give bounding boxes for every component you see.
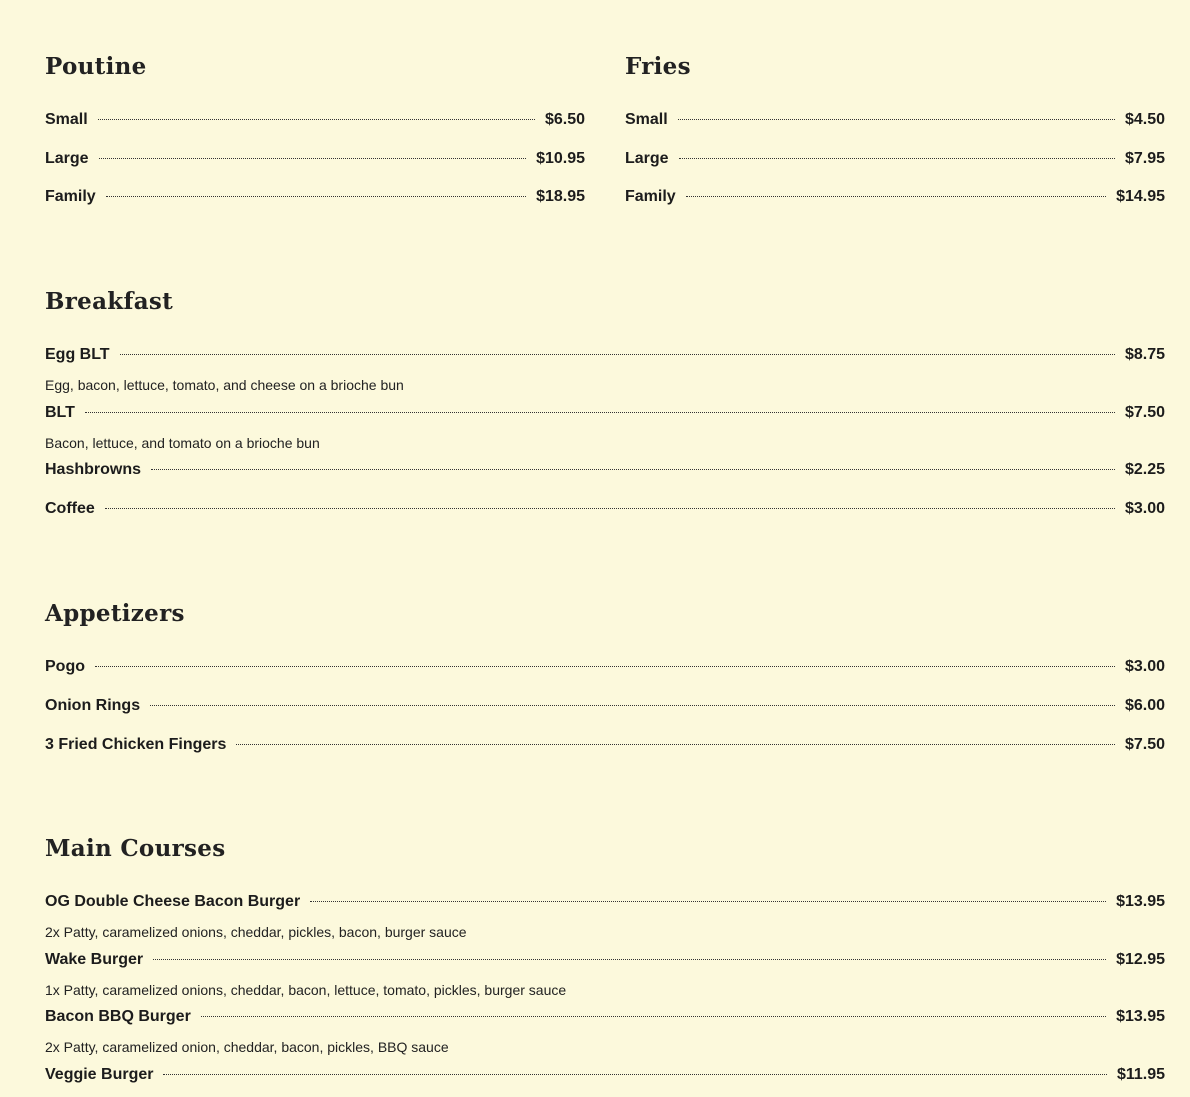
item-description: 2x Patty, caramelized onions, cheddar, pickles, bacon, burger sauce: [45, 924, 467, 940]
item-price: $4.50: [1124, 111, 1165, 128]
item-wake-burger: [45, 950, 1165, 970]
item-description: Bacon, lettuce, and tomato on a brioche bun: [45, 435, 320, 451]
item-name: Egg BLT: [45, 346, 110, 363]
section-title-poutine: Poutine: [45, 53, 147, 80]
item-og-burger: [45, 892, 1165, 912]
item-fries-small: [625, 110, 1165, 130]
dotted-leader: [106, 196, 526, 197]
section-title-main-courses: Main Courses: [45, 835, 226, 862]
item-description: 2x Patty, caramelized onion, cheddar, bacon, pickles, BBQ sauce: [45, 1039, 449, 1055]
item-name: Onion Rings: [45, 697, 141, 714]
item-price: $18.95: [536, 188, 585, 205]
item-name: Family: [45, 188, 96, 205]
item-price: $3.00: [1124, 500, 1165, 517]
dotted-leader: [686, 196, 1106, 197]
item-pogo: [45, 657, 1165, 677]
section-breakfast: [45, 288, 1165, 517]
item-poutine-large: [45, 149, 585, 169]
item-name: Small: [625, 111, 668, 128]
item-price: $7.50: [1124, 736, 1165, 753]
item-name: Family: [625, 188, 676, 205]
item-egg-blt: [45, 345, 1165, 365]
item-name: 3 Fried Chicken Fingers: [45, 736, 227, 753]
dotted-leader: [236, 744, 1115, 745]
item-name: OG Double Cheese Bacon Burger: [45, 893, 301, 910]
section-title-breakfast: Breakfast: [45, 288, 174, 315]
section-main-courses: [45, 835, 1165, 1083]
dotted-leader: [150, 705, 1115, 706]
dotted-leader: [95, 666, 1115, 667]
item-name: Wake Burger: [45, 951, 144, 968]
section-title-appetizers: Appetizers: [45, 600, 185, 627]
dotted-leader: [153, 959, 1106, 960]
item-veggie-burger: [45, 1065, 1165, 1085]
item-name: Hashbrowns: [45, 461, 142, 478]
dotted-leader: [99, 158, 526, 159]
item-price: $2.25: [1124, 461, 1165, 478]
dotted-leader: [98, 119, 535, 120]
item-name: Large: [625, 150, 669, 167]
item-description: 1x Patty, caramelized onions, cheddar, bacon, lettuce, tomato, pickles, burger sauce: [45, 982, 567, 998]
item-price: $14.95: [1116, 188, 1165, 205]
item-price: $8.75: [1124, 346, 1165, 363]
item-blt: [45, 403, 1165, 423]
dotted-leader: [85, 412, 1115, 413]
dotted-leader: [105, 508, 1115, 509]
item-poutine-small: [45, 110, 585, 130]
item-poutine-family: [45, 187, 585, 207]
dotted-leader: [151, 469, 1115, 470]
dotted-leader: [201, 1016, 1106, 1017]
item-name: Veggie Burger: [45, 1066, 154, 1083]
dotted-leader: [310, 901, 1106, 902]
item-price: $6.00: [1124, 697, 1165, 714]
section-appetizers: [45, 600, 1165, 753]
item-price: $3.00: [1124, 658, 1165, 675]
item-name: BLT: [45, 404, 75, 421]
dotted-leader: [163, 1074, 1106, 1075]
section-title-fries: Fries: [625, 53, 691, 80]
item-name: Large: [45, 150, 89, 167]
item-price: $13.95: [1116, 1008, 1165, 1025]
item-price: $7.50: [1124, 404, 1165, 421]
item-price: $6.50: [544, 111, 585, 128]
section-poutine: [45, 53, 585, 205]
item-coffee: [45, 499, 1165, 519]
item-bacon-bbq-burger: [45, 1007, 1165, 1027]
section-fries: [625, 53, 1165, 205]
item-name: Small: [45, 111, 88, 128]
dotted-leader: [120, 354, 1115, 355]
item-price: $11.95: [1116, 1066, 1165, 1083]
item-fries-large: [625, 149, 1165, 169]
dotted-leader: [678, 119, 1115, 120]
item-name: Bacon BBQ Burger: [45, 1008, 191, 1025]
item-hashbrowns: [45, 460, 1165, 480]
item-onion-rings: [45, 696, 1165, 716]
item-fries-family: [625, 187, 1165, 207]
dotted-leader: [679, 158, 1115, 159]
item-description: Egg, bacon, lettuce, tomato, and cheese on a brioche bun: [45, 377, 404, 393]
item-price: $10.95: [536, 150, 585, 167]
item-price: $7.95: [1124, 150, 1165, 167]
item-price: $12.95: [1116, 951, 1165, 968]
item-chicken-fingers: [45, 735, 1165, 755]
item-price: $13.95: [1116, 893, 1165, 910]
item-name: Coffee: [45, 500, 95, 517]
item-name: Pogo: [45, 658, 85, 675]
